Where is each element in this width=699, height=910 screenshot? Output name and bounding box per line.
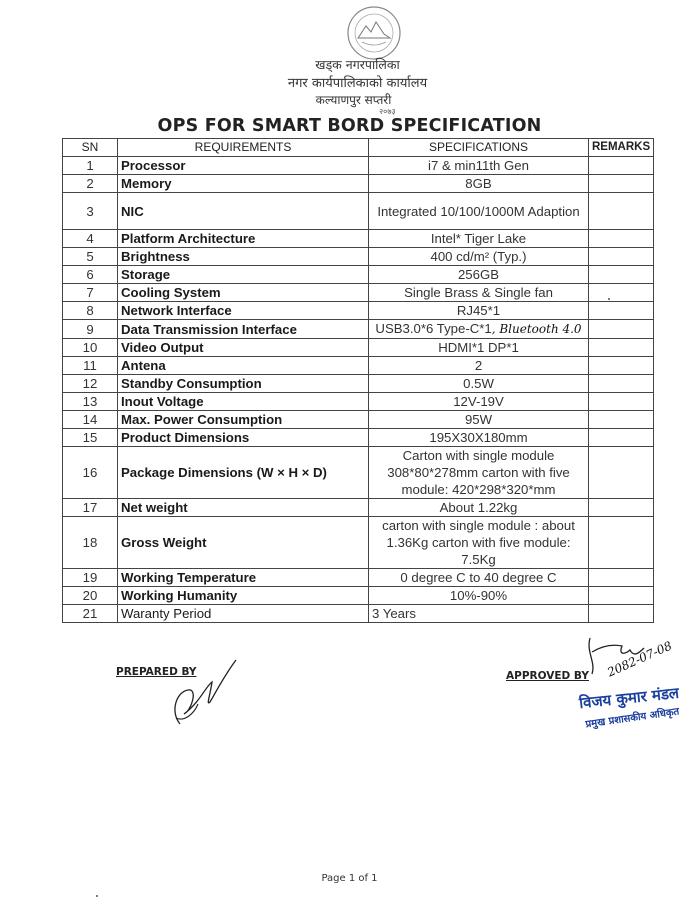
row-sn: 10	[63, 339, 118, 357]
row-specification: 2	[369, 357, 589, 375]
row-specification: 12V-19V	[369, 393, 589, 411]
table-row	[63, 157, 654, 175]
row-remarks	[589, 248, 654, 266]
row-remarks	[589, 411, 654, 429]
table-row	[63, 320, 654, 339]
row-requirement: Working Humanity	[118, 587, 369, 605]
row-requirement: Data Transmission Interface	[118, 320, 369, 339]
specification-table	[62, 138, 654, 623]
row-requirement: NIC	[118, 193, 369, 230]
table-row	[63, 429, 654, 447]
prepared-by-label: PREPARED BY	[116, 666, 197, 678]
document-title: OPS FOR SMART BORD SPECIFICATION	[157, 116, 542, 136]
table-row	[63, 569, 654, 587]
row-requirement: Max. Power Consumption	[118, 411, 369, 429]
table-row	[63, 357, 654, 375]
header-sn: SN	[63, 139, 118, 157]
row-remarks	[589, 175, 654, 193]
table-header-row	[63, 139, 654, 157]
row-sn: 5	[63, 248, 118, 266]
row-sn: 19	[63, 569, 118, 587]
row-sn: 21	[63, 605, 118, 623]
header-specifications: SPECIFICATIONS	[369, 139, 589, 157]
handwritten-bluetooth-note: , Bluetooth 4.0	[491, 322, 582, 336]
table-row	[63, 284, 654, 302]
row-remarks	[589, 447, 654, 499]
row-remarks	[589, 429, 654, 447]
approver-stamp-title: प्रमुख प्रशासकीय अधिकृत	[584, 706, 680, 731]
row-specification: i7 & min11th Gen	[369, 157, 589, 175]
row-sn: 16	[63, 447, 118, 499]
row-specification: 0 degree C to 40 degree C	[369, 569, 589, 587]
table-row	[63, 587, 654, 605]
letterhead-office-name: नगर कार्यपालिकाको कार्यालय	[287, 76, 428, 91]
row-remarks	[589, 266, 654, 284]
row-sn: 18	[63, 517, 118, 569]
row-specification: Carton with single module 308*80*278mm carton with five module: 420*298*320*mm	[369, 447, 589, 499]
letterhead-municipality-name: खड्क नगरपालिका	[315, 57, 400, 72]
row-sn: 13	[63, 393, 118, 411]
table-row	[63, 302, 654, 320]
row-requirement: Video Output	[118, 339, 369, 357]
row-specification: 0.5W	[369, 375, 589, 393]
row-remarks	[589, 587, 654, 605]
prepared-by-signature	[140, 652, 248, 732]
row-sn: 11	[63, 357, 118, 375]
approver-stamp-name: विजय कुमार मंडल	[578, 683, 680, 713]
table-row	[63, 517, 654, 569]
row-sn: 3	[63, 193, 118, 230]
row-specification: 256GB	[369, 266, 589, 284]
header-remarks: REMARKS	[589, 139, 654, 157]
scan-speck	[608, 298, 610, 300]
table-row	[63, 499, 654, 517]
municipality-seal-logo	[340, 4, 408, 62]
table-row	[63, 193, 654, 230]
row-specification-cell	[369, 320, 589, 339]
row-sn: 2	[63, 175, 118, 193]
row-specification: 195X30X180mm	[369, 429, 589, 447]
row-specification: HDMI*1 DP*1	[369, 339, 589, 357]
page-number: Page 1 of 1	[321, 873, 378, 884]
row-specification: About 1.22kg	[369, 499, 589, 517]
row-requirement: Network Interface	[118, 302, 369, 320]
table-row	[63, 230, 654, 248]
row-remarks	[589, 284, 654, 302]
row-requirement: Waranty Period	[118, 605, 369, 623]
row-remarks	[589, 393, 654, 411]
table-row	[63, 375, 654, 393]
scan-speck	[96, 895, 98, 897]
row-specification: Integrated 10/100/1000M Adaption	[369, 193, 589, 230]
row-requirement: Brightness	[118, 248, 369, 266]
row-sn: 1	[63, 157, 118, 175]
letterhead-year: २०७३	[379, 107, 396, 116]
row-requirement: Package Dimensions (W × H × D)	[118, 447, 369, 499]
table-row	[63, 411, 654, 429]
row-requirement: Antena	[118, 357, 369, 375]
letterhead-location: कल्याणपुर सप्तरी	[315, 93, 392, 107]
table-row	[63, 175, 654, 193]
row-remarks	[589, 157, 654, 175]
row-remarks	[589, 193, 654, 230]
row-requirement: Cooling System	[118, 284, 369, 302]
table-row	[63, 339, 654, 357]
row-sn: 20	[63, 587, 118, 605]
row-remarks	[589, 375, 654, 393]
row-requirement: Gross Weight	[118, 517, 369, 569]
row-specification: carton with single module : about 1.36Kg carton with five module: 7.5Kg	[369, 517, 589, 569]
row-requirement: Platform Architecture	[118, 230, 369, 248]
row-requirement: Inout Voltage	[118, 393, 369, 411]
row-specification: Intel* Tiger Lake	[369, 230, 589, 248]
row-requirement: Product Dimensions	[118, 429, 369, 447]
row-sn: 4	[63, 230, 118, 248]
row-requirement: Net weight	[118, 499, 369, 517]
row-sn: 14	[63, 411, 118, 429]
row-remarks	[589, 230, 654, 248]
row-sn: 15	[63, 429, 118, 447]
row-remarks	[589, 499, 654, 517]
row-specification: 3 Years	[369, 605, 589, 623]
row-specification: RJ45*1	[369, 302, 589, 320]
header-requirements: REQUIREMENTS	[118, 139, 369, 157]
row-requirement: Processor	[118, 157, 369, 175]
row-remarks	[589, 605, 654, 623]
row-sn: 7	[63, 284, 118, 302]
row-requirement: Storage	[118, 266, 369, 284]
row-specification: 10%-90%	[369, 587, 589, 605]
row-specification: Single Brass & Single fan	[369, 284, 589, 302]
table-row	[63, 266, 654, 284]
row-sn: 6	[63, 266, 118, 284]
table-row	[63, 605, 654, 623]
table-row	[63, 447, 654, 499]
row-remarks	[589, 339, 654, 357]
approved-date-handwritten: 2082-07-08	[605, 638, 675, 680]
approved-by-label: APPROVED BY	[506, 670, 589, 682]
row-remarks	[589, 302, 654, 320]
row-sn: 8	[63, 302, 118, 320]
row-requirement: Working Temperature	[118, 569, 369, 587]
row-specification: 95W	[369, 411, 589, 429]
row-remarks	[589, 357, 654, 375]
row-specification: 400 cd/m² (Typ.)	[369, 248, 589, 266]
row-remarks	[589, 320, 654, 339]
row-specification: 8GB	[369, 175, 589, 193]
row-sn: 9	[63, 320, 118, 339]
row-specification: USB3.0*6 Type-C*1	[375, 321, 492, 336]
table-row	[63, 248, 654, 266]
row-requirement: Standby Consumption	[118, 375, 369, 393]
row-requirement: Memory	[118, 175, 369, 193]
row-sn: 17	[63, 499, 118, 517]
row-remarks	[589, 517, 654, 569]
row-sn: 12	[63, 375, 118, 393]
table-row	[63, 393, 654, 411]
row-remarks	[589, 569, 654, 587]
